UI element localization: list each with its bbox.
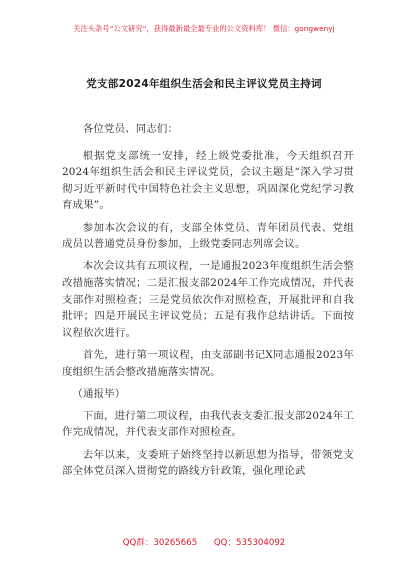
document-title: 党支部2024年组织生活会和民主评议党员主持词 <box>86 78 322 90</box>
document-body <box>62 121 354 485</box>
footer-qq-group: QQ群：30265665 <box>122 538 198 548</box>
paragraph-attendees: 参加本次会议的有，支部全体党员、青年团员代表、党组成员以普通党员身份参加，上级党委同志列席会议。 <box>62 221 354 251</box>
paragraph-review: 去年以来，支委班子始终坚持以新思想为指导，带领党支部全体党员深入贯彻党的路线方针政策，强化理论武 <box>62 448 354 478</box>
footer-contact <box>0 536 408 548</box>
paragraph-agenda: 本次会议共有五项议程，一是通报2023年度组织生活会整改措施落实情况；二是汇报支部2024年工作完成情况，并代表支部作对照检查；三是党员依次作对照检查，开展批评和自我批评；四是开展民主评议党员；五是有我作总结讲话。下面按议程依次进行。 <box>62 260 355 339</box>
footer-qq-number: QQ：535304092 <box>213 538 286 548</box>
paragraph-note: （通报毕） <box>72 387 126 400</box>
paragraph-salutation: 各位党员、同志们： <box>82 123 179 135</box>
paragraph-item-two: 下面，进行第二项议程，由我代表支委汇报支部2024年工作完成情况，并代表支部作对照检查。 <box>62 409 354 439</box>
header-banner: 关注头条号“公文研究”，获得最新最全最专业的公文资料库！ 微信：gongwenyj <box>73 24 335 33</box>
paragraph-item-one: 首先，进行第一项议程，由支部副书记X同志通报2023年度组织生活会整改措施落实情况。 <box>62 348 354 378</box>
paragraph-intro: 根据党支部统一安排，经上级党委批准，今天组织召开2024年组织生活会和民主评议党员，会议主题是“深入学习贯彻习近平新时代中国特色社会主义思想，巩固深化党纪学习教育成果”。 <box>62 149 354 212</box>
